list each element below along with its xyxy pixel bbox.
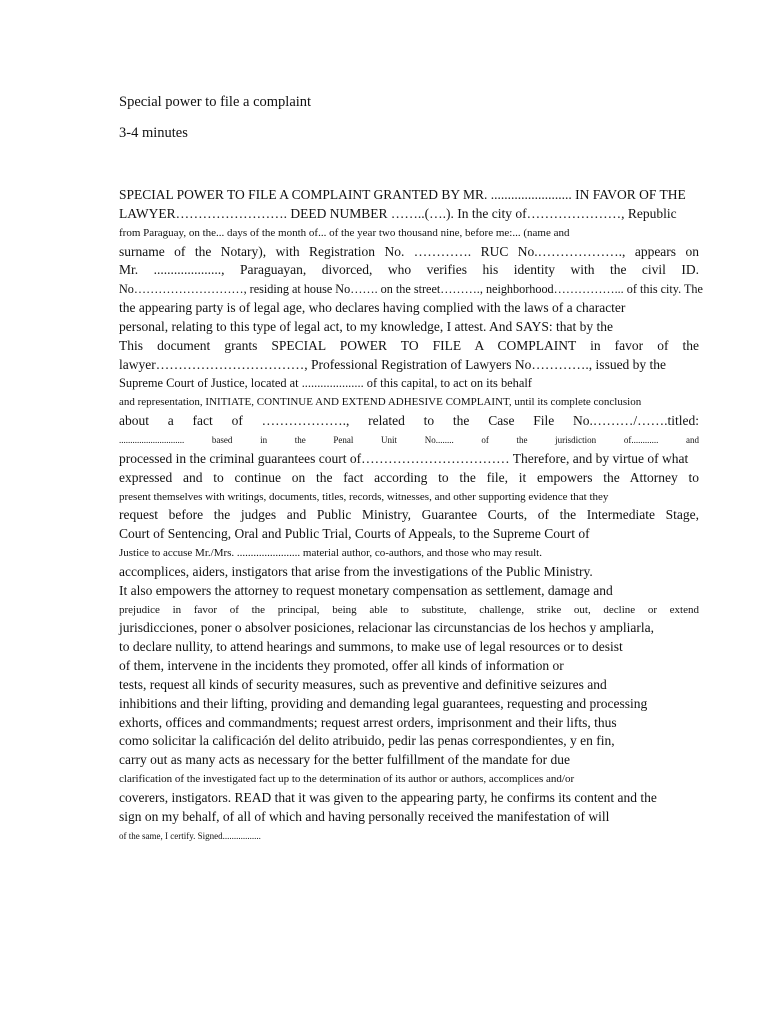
- body-line: It also empowers the attorney to request monetary compensation as settlement, damage and: [119, 582, 613, 598]
- body-line: sign on my behalf, of all of which and having personally received the manifestation of will: [119, 808, 610, 824]
- body-line: ............................. based in the Penal Unit No........ of the jurisdiction of............ and: [119, 434, 699, 445]
- body-line: Justice to accuse Mr./Mrs. ....................... material author, co-authors, and those who may result.: [119, 547, 542, 560]
- body-line: the appearing party is of legal age, who declares having complied with the laws of a character: [119, 300, 626, 316]
- body-line: and representation, INITIATE, CONTINUE AND EXTEND ADHESIVE COMPLAINT, until its complete conclusion: [119, 396, 642, 409]
- body-line: tests, request all kinds of security measures, such as preventive and definitive seizures and: [119, 676, 607, 692]
- body-line: expressed and to continue on the fact according to the file, it empowers the Attorney to: [119, 469, 699, 485]
- body-line: como solicitar la calificación del delito atribuido, pedir las penas correspondientes, y en fin,: [119, 733, 615, 749]
- body-line: personal, relating to this type of legal act, to my knowledge, I attest. And SAYS: that by the: [119, 318, 614, 334]
- body-line: coverers, instigators. READ that it was given to the appearing party, he confirms its content and the: [119, 790, 657, 805]
- body-line: of them, intervene in the incidents they promoted, offer all kinds of information or: [119, 658, 564, 674]
- body-line: SPECIAL POWER TO FILE A COMPLAINT GRANTED BY MR. ........................ IN FAVOR OF THE: [119, 187, 686, 202]
- body-line: No………………………, residing at house No……. on the street………., neighborhood……………... of this city. The: [119, 282, 703, 297]
- body-line: request before the judges and Public Ministry, Guarantee Courts, of the Intermediate Stage,: [119, 507, 699, 523]
- body-line: clarification of the investigated fact up to the determination of its author or authors, accomplices and/or: [119, 773, 575, 786]
- body-line: LAWYER……………………. DEED NUMBER ……..(….). In the city of…………………, Republic: [119, 205, 677, 221]
- body-line: exhorts, offices and commandments; request arrest orders, imprisonment and their lifts, thus: [119, 714, 617, 730]
- body-line: Court of Sentencing, Oral and Public Trial, Courts of Appeals, to the Supreme Court of: [119, 526, 590, 542]
- body-line: Mr. ...................., Paraguayan, divorced, who verifies his identity with the civil ID.: [119, 262, 699, 278]
- body-line: prejudice in favor of the principal, being able to substitute, challenge, strike out, decline or extend: [119, 603, 699, 616]
- body-line: jurisdicciones, poner o absolver posiciones, relacionar las circunstancias de los hechos y ampliarla,: [119, 620, 654, 636]
- body-line: inhibitions and their lifting, providing and demanding legal guarantees, requesting and processing: [119, 695, 648, 711]
- body-line: from Paraguay, on the... days of the month of... of the year two thousand nine, before me:... (name and: [119, 226, 570, 239]
- body-line: about a fact of ………………., related to the Case File No.………/…….titled:: [119, 413, 699, 429]
- body-line: carry out as many acts as necessary for the better fulfillment of the mandate for due: [119, 752, 570, 768]
- body-line: present themselves with writings, documents, titles, records, witnesses, and other supporting evidence that they: [119, 490, 609, 503]
- body-line: This document grants SPECIAL POWER TO FILE A COMPLAINT in favor of the: [119, 337, 699, 353]
- document-body: [119, 186, 703, 846]
- body-line: processed in the criminal guarantees court of…………………………… Therefore, and by virtue of what: [119, 450, 689, 466]
- body-line: accomplices, aiders, instigators that arise from the investigations of the Public Ministry.: [119, 563, 593, 579]
- reading-time: 3-4 minutes: [119, 125, 188, 141]
- document-title: Special power to file a complaint: [119, 94, 312, 110]
- body-line: to declare nullity, to attend hearings and summons, to make use of legal resources or to desist: [119, 639, 623, 655]
- body-line: Supreme Court of Justice, located at .................... of this capital, to act on its behalf: [119, 376, 532, 391]
- body-line: surname of the Notary), with Registration No. …………. RUC No.………………., appears on: [119, 243, 699, 259]
- body-line: lawyer……………………………, Professional Registration of Lawyers No…………., issued by the: [119, 356, 667, 372]
- body-line: of the same, I certify. Signed.................: [119, 830, 261, 841]
